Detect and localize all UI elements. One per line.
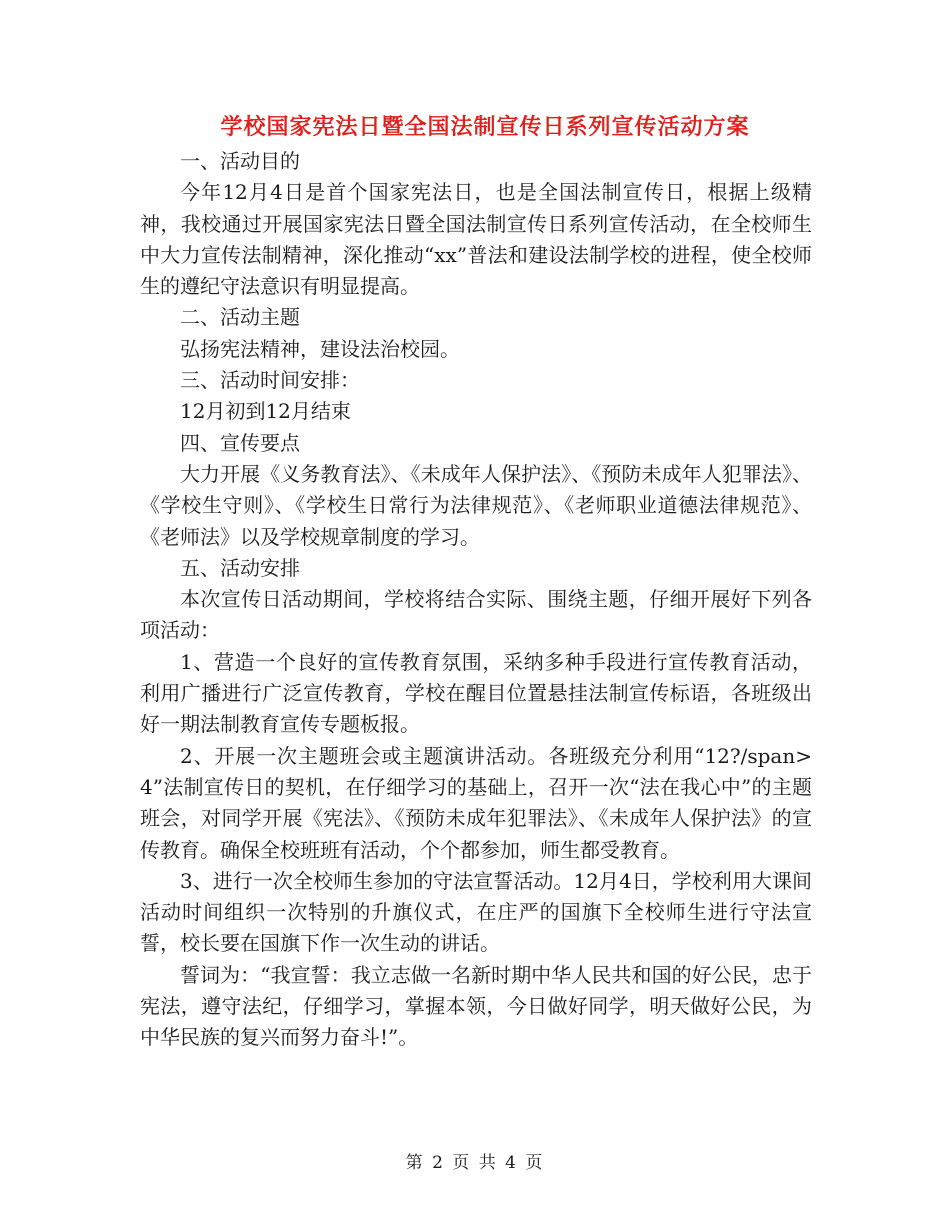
paragraph-oath: 誓词为：“我宣誓：我立志做一名新时期中华人民共和国的好公民，忠于宪法，遵守法纪，仔细学习，掌握本领，今日做好同学，明天做好公民，为中华民族的复兴而努力奋斗!”。	[140, 962, 812, 1050]
paragraph-theme: 弘扬宪法精神，建设法治校园。	[180, 336, 460, 361]
paragraph-arrangement-intro: 本次宣传日活动期间，学校将结合实际、围绕主题，仔细开展好下列各项活动：	[140, 587, 812, 643]
document-body	[140, 146, 812, 1054]
paragraph-item-2: 2、开展一次主题班会或主题演讲活动。各班级充分利用“12?/span>4”法制宣传日的契机，在仔细学习的基础上，召开一次“法在我心中”的主题班会，对同学开展《宪法》、《预防未成年犯罪法》、《未成年人保护法》的宣传教育。确保全校班班有活动，个个都参加，师生都受教育。	[140, 743, 812, 862]
section-heading-key-points: 四、宣传要点	[180, 430, 300, 455]
paragraph-schedule: 12月初到12月结束	[180, 399, 351, 424]
section-heading-theme: 二、活动主题	[180, 305, 300, 330]
section-heading-purpose: 一、活动目的	[180, 149, 300, 173]
document-title: 学校国家宪法日暨全国法制宣传日系列宣传活动方案	[220, 114, 750, 140]
paragraph-item-3: 3、进行一次全校师生参加的守法宣誓活动。12月4日，学校利用大课间活动时间组织一次特别的升旗仪式，在庄严的国旗下全校师生进行守法宣誓，校长要在国旗下作一次生动的讲话。	[140, 868, 812, 956]
section-heading-schedule: 三、活动时间安排：	[180, 368, 360, 393]
paragraph-key-points: 大力开展《义务教育法》、《未成年人保护法》、《预防未成年人犯罪法》、《学校生守则》、《学校生日常行为法律规范》、《老师职业道德法律规范》、《老师法》以及学校规章制度的学习。	[140, 461, 812, 549]
paragraph-item-1: 1、营造一个良好的宣传教育氛围，采纳多种手段进行宣传教育活动，利用广播进行广泛宣传教育，学校在醒目位置悬挂法制宣传标语，各班级出好一期法制教育宣传专题板报。	[140, 649, 812, 737]
page-footer: 第 2 页 共 4 页	[405, 1153, 545, 1173]
section-heading-arrangement: 五、活动安排	[180, 555, 300, 580]
paragraph-purpose: 今年12月4日是首个国家宪法日，也是全国法制宣传日，根据上级精神，我校通过开展国家宪法日暨全国法制宣传日系列宣传活动，在全校师生中大力宣传法制精神，深化推动“xx”普法和建设法制学校的进程，使全校师生的遵纪守法意识有明显提高。	[140, 180, 812, 299]
